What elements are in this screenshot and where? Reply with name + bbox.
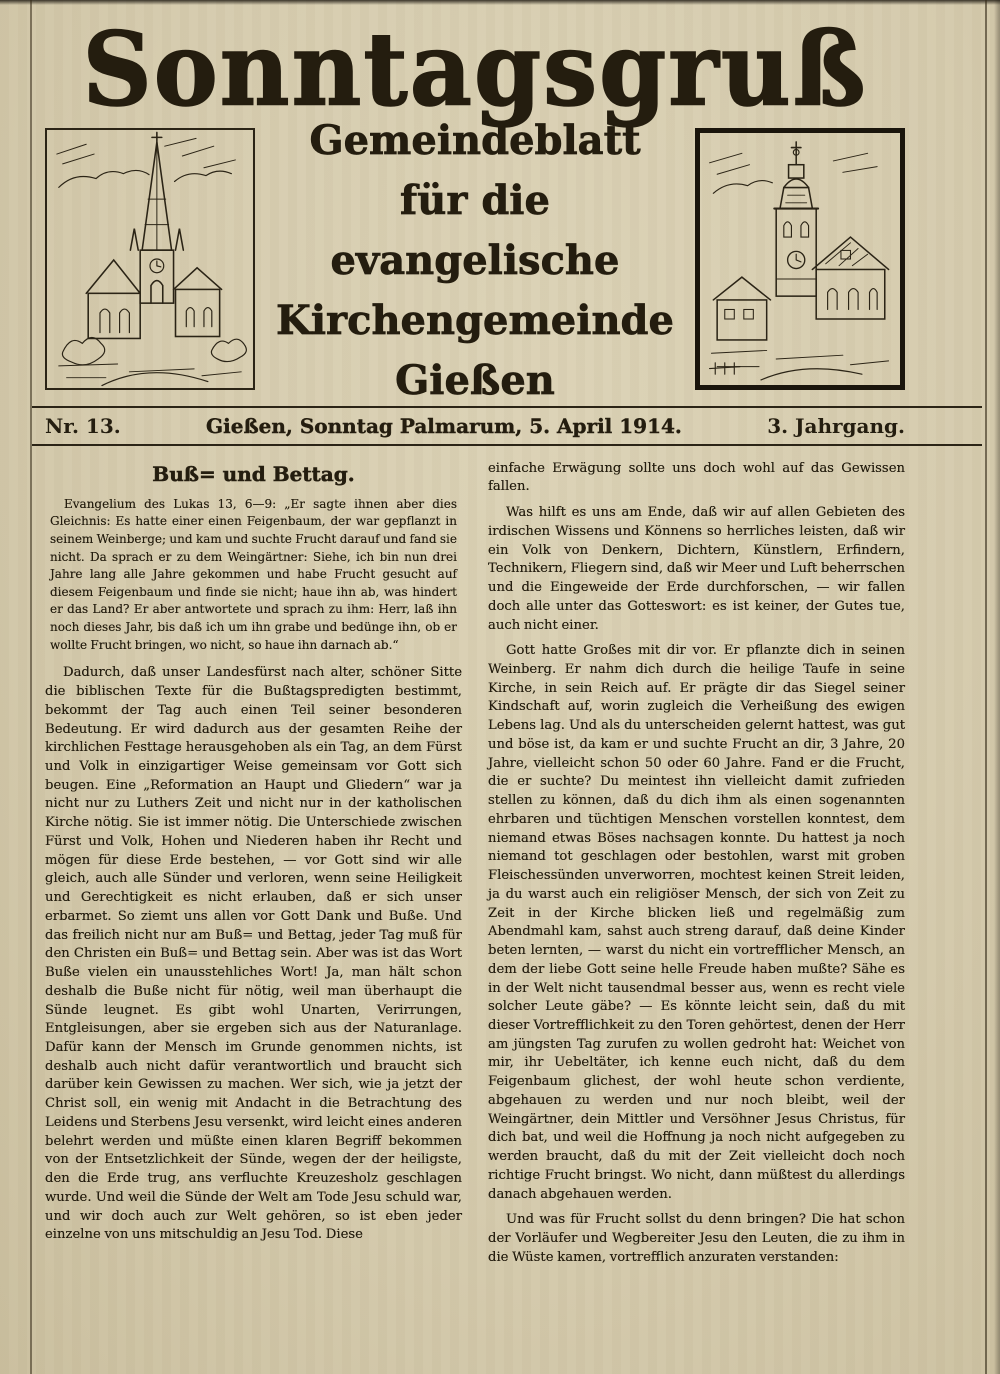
subtitle-line-3: Kirchengemeinde: [276, 296, 674, 344]
article-heading: Buß= und Bettag.: [152, 461, 355, 486]
issue-number: Nr. 13.: [45, 413, 121, 438]
masthead-row: [45, 116, 905, 404]
subtitle-line-1: Gemeindeblatt: [309, 116, 641, 164]
article-body: [0, 446, 1000, 1352]
masthead: [0, 0, 1000, 404]
article-paragraph-continuation: einfache Erwägung sollte uns doch wohl auf das Gewissen fallen.: [488, 460, 905, 495]
article-paragraph: Gott hatte Großes mit dir vor. Er pflanzte dich in seinen Weinberg. Er nahm dich durch die heilige Taufe in seine Kirche, in sein Reich auf. Er prägte dir das Siegel seiner Kindschaft auf, worin zugleich die Verheißung des ewigen Lebens lag. Und als du unterscheiden gelernt hattest, was gut und böse ist, da kam er und suchte Frucht an dir, 3 Jahre, 20 Jahre, vielleicht schon 50 oder 60 Jahre. Fand er die Frucht, die er suchte? Du meintest ihn vielleicht damit zufrieden stellen zu können, daß du dich ihm als einen sogenannten ehrbaren und tüchtigen Menschen vorstellen konntest, dem niemand etwas Böses nachsagen konnte. Du hattest ja noch niemand tot geschlagen oder bestohlen, warst mit groben Fleischessünden unverworren, mochtest keinen Streit leiden, ja du warst auch ein religiöser Mensch, der sich von Zeit zu Zeit in der Kirche blicken ließ und regelmäßig zum Abendmahl kam, sahst auch streng darauf, daß deine Kinder beten lernten, — warst du nicht ein vortrefflicher Mensch, an dem der liebe Gott seine helle Freude haben mußte? Sähe es in der Welt nicht tausendmal besser aus, wenn es recht viele solcher Leute gäbe? — Es könnte leicht sein, daß du mit dieser Vortrefflichkeit zu den Toren gehörtest, denen der Herr am jüngsten Tag zurufen zu wollen gedroht hat: Weichet von mir, ihr Uebeltäter, ich kenne euch nicht, daß du dem Feigenbaum glichest, der wohl heute schon verdiente, abgehauen zu werden und nur noch bleibt, weil der Weingärtner, dein Mittler und Versöhner Jesus Christus, für dich bat, und weil die Hoffnung ja noch nicht aufgegeben zu werden braucht, daß du mit der Zeit vielleicht doch noch richtige Frucht bringst. Wo nicht, dann müßtest du allerdings danach abgehauen werden.: [488, 643, 905, 1202]
gothic-church-illustration: [45, 128, 255, 390]
article-paragraph: Dadurch, daß unser Landesfürst nach alter, schöner Sitte die biblischen Texte für die Bußtagspredigten bestimmt, bekommt der Tag auch einen Teil seiner besonderen Bedeutung. Er wird dadurch aus der gesamten Reihe der kirchlichen Festtage herausgehoben als ein Tag, an dem Fürst und Volk in einzigartiger Weise gemeinsam vor Gott sich beugen. Eine „Reformation an Haupt und Gliedern“ war ja nicht nur zu Luthers Zeit und nicht nur in der katholischen Kirche nötig. Sie ist immer nötig. Die Unterschiede zwischen Fürst und Volk, Hohen und Niederen haben ihr Recht und mögen für diese Erde bestehen, — vor Gott sind wir alle gleich, auch alle Sünder und verloren, wenn seine Heiligkeit und Gerechtigkeit es nicht erlauben, daß er sich unser erbarmet. So ziemt uns allen vor Gott Dank und Buße. Und das freilich nicht nur am Buß= und Bettag, jeder Tag muß für den Christen ein Buß= und Bettag sein. Aber was ist das Wort Buße vielen ein unausstehliches Wort! Ja, man hält schon deshalb die Buße nicht für nötig, weil man überhaupt die Sünde leugnet. Es gibt wohl Unarten, Verirrungen, Entgleisungen, aber sie ergeben sich aus der Naturanlage. Dafür kann der Mensch im Grunde genommen nichts, ist deshalb auch nicht dafür verantwortlich und braucht sich darüber kein Gewissen zu machen. Wer sich, wie ja jetzt der Christ soll, ein wenig mit Andacht in die Betrachtung des Leidens und Sterbens Jesu versenkt, wird leicht eines anderen belehrt werden und müßte einen klaren Begriff bekommen von der Entsetzlichkeit der Sünde, wegen der der heiligste, den die Erde trug, ans verfluchte Kreuzesholz geschlagen wurde. Und weil die Sünde der Welt am Tode Jesu schuld war, und wir doch auch zur Welt gehören, so ist eben jeder einzelne von uns mitschuldig an Jesu Tod. Diese: [45, 665, 462, 1243]
page-fold-line-left: [30, 0, 32, 1374]
newspaper-title: Sonntagsgruß: [82, 10, 868, 129]
subtitle-line-4: Gießen: [395, 356, 555, 404]
article-paragraph: Was hilft es uns am Ende, daß wir auf allen Gebieten des irdischen Wissens und Könnens so herrliches leisten, daß wir ein Volk von Denkern, Dichtern, Künstlern, Erfindern, Technikern, Fliegern sind, daß wir Meer und Luft beherrschen und die Eingeweide der Erde durchforschen, — wir fallen doch alle unter das Gotteswort: es ist keiner, der Gutes tue, auch nicht einer.: [488, 505, 905, 633]
gothic-church-drawing: [47, 130, 253, 388]
baroque-church-drawing: [700, 133, 900, 385]
dateline-place-and-date: Gießen, Sonntag Palmarum, 5. April 1914.: [206, 413, 682, 438]
scan-edge-right: [994, 0, 1000, 1374]
right-column: [488, 460, 905, 1352]
gospel-epigraph: Evangelium des Lukas 13, 6—9: „Er sagte ihnen aber dies Gleichnis: Es hatte einer einen Feigenbaum, der war gepflanzt in seinem Weinberge; und kam und suchte Frucht darauf und fand sie nicht. Da sprach er zu dem Weingärtner: Siehe, ich bin nun drei Jahre lang alle Jahre gekommen und habe Frucht gesucht auf diesem Feigenbaum und finde sie nicht; haue ihn ab, was hindert er das Land? Er aber antwortete und sprach zu ihm: Herr, laß ihn noch dieses Jahr, bis daß ich um ihn grabe und bedünge ihn, ob er wollte Frucht bringen, wo nicht, so haue ihn darnach ab.“: [50, 496, 457, 652]
article-paragraph: Und was für Frucht sollst du denn bringen? Die hat schon der Vorläufer und Wegbereiter Jesu den Leuten, die zu ihm in die Wüste kamen, vortrefflich anzuraten verstanden:: [488, 1212, 905, 1265]
subtitle-line-2: für die evangelische: [330, 176, 620, 284]
page-fold-line-right: [985, 0, 987, 1374]
baroque-church-illustration: [695, 128, 905, 390]
left-column: [45, 460, 462, 1352]
masthead-subtitle: [255, 116, 695, 404]
volume-number: 3. Jahrgang.: [767, 413, 905, 438]
dateline: [0, 408, 1000, 444]
scan-edge-top: [0, 0, 1000, 5]
